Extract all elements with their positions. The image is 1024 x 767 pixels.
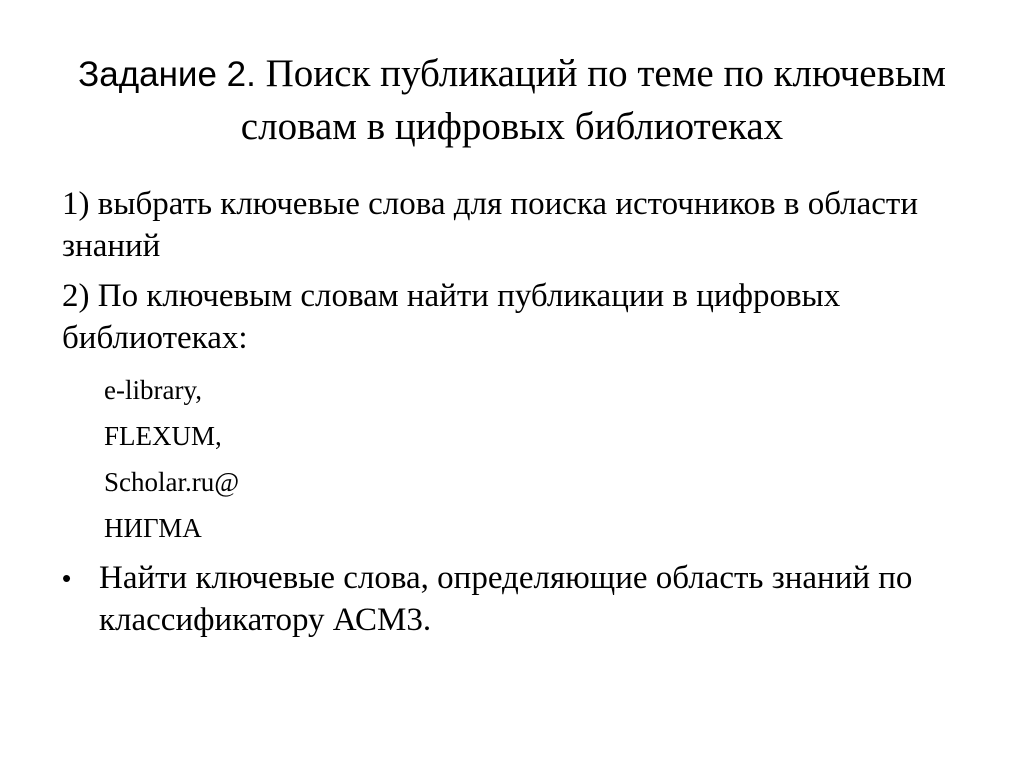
title-rest: Поиск публикаций по теме по ключевым словам в цифровых библиотеках bbox=[240, 52, 946, 148]
library-item: e-library, bbox=[104, 375, 202, 405]
bullet-item bbox=[62, 557, 992, 641]
title-lead: Задание 2. bbox=[78, 55, 256, 94]
step-1-text: 1) выбрать ключевые слова для поиска источников в области знаний bbox=[62, 186, 919, 264]
bullet-text: Найти ключевые слова, определяющие область знаний по классификатору АСМ3. bbox=[99, 560, 913, 638]
library-item: Scholar.ru@ bbox=[104, 467, 240, 497]
library-item: НИГМА bbox=[104, 513, 202, 543]
library-item: FLEXUM, bbox=[104, 421, 222, 451]
bullet-dot: • bbox=[62, 563, 72, 593]
step-2-text: 2) По ключевым словам найти публикации в цифровых библиотеках: bbox=[62, 278, 841, 356]
slide-body bbox=[62, 183, 992, 641]
slide-title bbox=[40, 48, 984, 153]
